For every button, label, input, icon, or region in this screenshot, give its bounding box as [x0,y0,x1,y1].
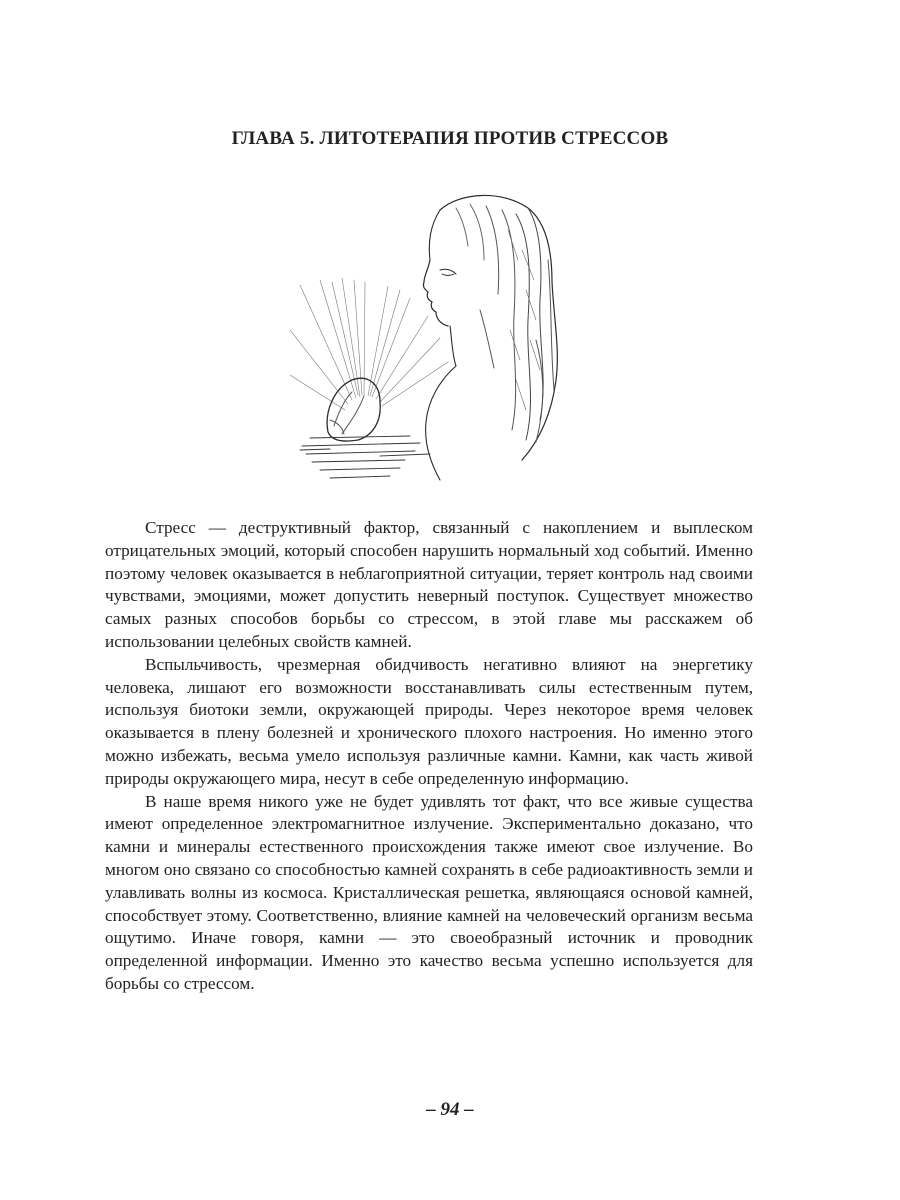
paragraph: Вспыльчивость, чрезмерная обидчивость негативно влияют на энергетику человека, лишают его возможности восстанавливать силы естественным путем, используя биотоки земли, окружающей природы. Через некоторое время человек оказывается в плену болезней и хронического плохого настроения. Но именно этого можно избежать, весьма умело используя различные камни. Камни, как часть живой природы окружающего мира, несут в себе определенную информацию. [105,654,753,788]
illustration-woman-and-stone [290,190,590,500]
woman-neck [450,326,456,366]
page-number: – 94 – [426,1099,474,1120]
body-text [105,517,753,996]
light-rays [290,278,448,410]
paragraph: Стресс — деструктивный фактор, связанный с накоплением и выплеском отрицательных эмоций, который способен нарушить нормальный ход событий. Именно поэтому человек оказывается в неблагоприятной ситуации, теряет контроль над своими чувствами, эмоциями, может допустить неверный поступок. Существует множество самых разных способов борьбы со стрессом, в этой главе мы расскажем об использовании целебных свойств камней. [105,518,753,651]
chapter-title: ГЛАВА 5. ЛИТОТЕРАПИЯ ПРОТИВ СТРЕССОВ [231,128,669,149]
water-lines [300,436,430,478]
woman-face [423,260,448,326]
paragraph: В наше время никого уже не будет удивлять тот факт, что все живые существа имеют определенное электромагнитное излучение. Экспериментально доказано, что камни и минералы естественного происхождения также имеют свое излучение. Во многом оно связано со способностью камней сохранять в себе радиоактивность земли и улавливать волны из космоса. Кристаллическая решетка, являющаяся основой камней, способствует этому. Соответственно, влияние камней на человеческий организм весьма ощутимо. Иначе говоря, камни — это своеобразный источник и проводник определенной информации. Именно это качество весьма успешно используется для борьбы со стрессом. [105,791,753,993]
